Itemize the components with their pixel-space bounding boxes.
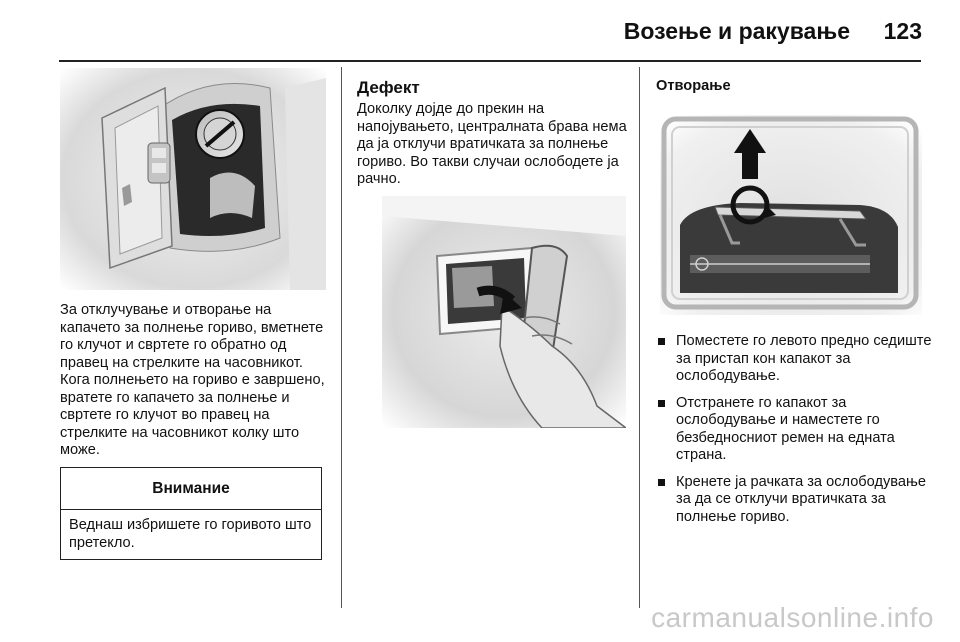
- warning-title: Внимание: [61, 468, 321, 510]
- column-divider-left: [341, 67, 342, 608]
- instruction-text: За отклучување и отворање на капачето за полнење гориво, вметнете го клучот и свртете го обратно од правец на стрелките на часовникот. Кога полнењето на гориво е завршено, вратете го капачето за полнење и свртете го клучот во правец на стрелките на часовникот колку што може.: [60, 302, 325, 458]
- list-item: [646, 474, 936, 527]
- release-cover-illustration: [660, 115, 922, 315]
- bullet-square-icon: [658, 479, 665, 486]
- manual-release-illustration: [382, 196, 626, 428]
- warning-box: [60, 467, 322, 560]
- column-divider-right: [639, 67, 640, 608]
- watermark: carmanualsonline.info: [651, 602, 934, 633]
- page-number: 123: [883, 18, 922, 44]
- header-divider: [59, 60, 921, 62]
- fuel-filler-flap-illustration: [60, 68, 326, 290]
- step-text: Кренете ја рачката за ослободување за да се отклучи вратичката за полнење гориво.: [676, 473, 926, 525]
- list-item: [646, 395, 936, 465]
- bullet-square-icon: [658, 338, 665, 345]
- step-text: Поместете го левото предно седиште за пристап кон капакот за ослободување.: [676, 333, 932, 384]
- malfunction-text: Доколку дојде до прекин на напојувањето, централната брава нема да ја отклучи вратичката за полнење гориво. Во такви случаи ослободете ја рачно.: [357, 101, 627, 187]
- section-title: Возење и ракување: [623, 18, 850, 44]
- opening-heading: Отворање: [656, 78, 731, 94]
- malfunction-heading: Дефект: [357, 78, 420, 97]
- opening-steps-list: [646, 333, 936, 535]
- step-text: Отстранете го капакот за ослободување и наместете го безбедносниот ремен на едната страна.: [676, 394, 895, 463]
- list-item: [646, 333, 936, 386]
- bullet-square-icon: [658, 400, 665, 407]
- warning-text: Веднаш избришете го горивото што претекло.: [69, 517, 312, 551]
